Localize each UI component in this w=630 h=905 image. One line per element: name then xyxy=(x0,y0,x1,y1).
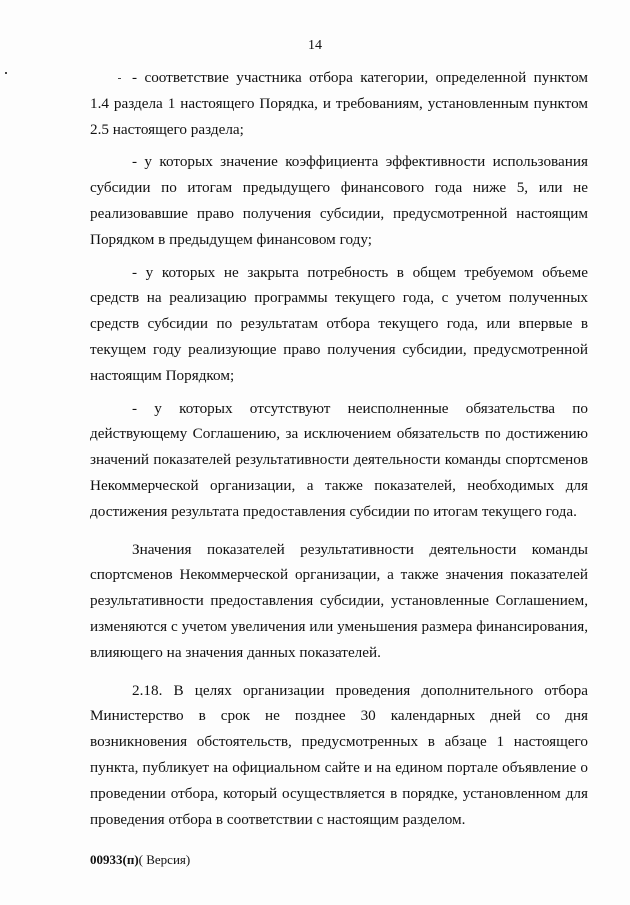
footer-code-number: 00933(п) xyxy=(90,852,139,867)
document-body xyxy=(90,65,588,832)
scan-speck xyxy=(5,72,7,74)
paragraph-efficiency-coefficient: - у которых значение коэффициента эффективности использования субсидии по итогам предыдущего финансового года ниже 5, или не реализовавшие право получения субсидии, предусмотренной настоящим Порядком в предыдущем финансовом году; xyxy=(90,153,588,248)
paragraph-criteria-compliance: - соответствие участника отбора категории, определенной пунктом 1.4 раздела 1 настоящего Порядка, и требованиям, установленным пунктом 2.5 настоящего раздела; xyxy=(90,69,588,138)
document-footer-code xyxy=(90,852,190,868)
page-number: 14 xyxy=(308,38,322,53)
paragraph-obligations: - у которых отсутствуют неисполненные обязательства по действующему Соглашению, за исключением обязательств по достижению значений показателей результативности деятельности команды спортсменов Некоммерческой организации, а также показателей, необходимых для достижения результата предоставления субсидии по итогам текущего года. xyxy=(90,399,588,520)
paragraph-indicator-values: Значения показателей результативности деятельности команды спортсменов Некоммерческой организации, а также значения показателей результативности предоставления субсидии, установленные Соглашением, изменяются с учетом увеличения или уменьшения размера финансирования, влияющего на значения данных показателей. xyxy=(90,540,588,661)
paragraph-2-18-additional-selection: 2.18. В целях организации проведения дополнительного отбора Министерство в срок не позднее 30 календарных дней со дня возникновения обстоятельств, предусмотренных в абзаце 1 настоящего пункта, публикует на официальном сайте и на едином портале объявление о проведении отбора, который осуществляется в порядке, установленном для проведения отбора в соответствии с настоящим разделом. xyxy=(90,681,588,828)
footer-code-version: ( Версия) xyxy=(138,852,191,867)
scan-speck xyxy=(118,78,121,79)
paragraph-unmet-need: - у которых не закрыта потребность в общем требуемом объеме средств на реализацию программы текущего года, с учетом полученных средств субсидии по результатам отбора текущего года, или впервые в текущем году реализующие право получения субсидии, предусмотренной настоящим Порядком; xyxy=(90,263,588,384)
